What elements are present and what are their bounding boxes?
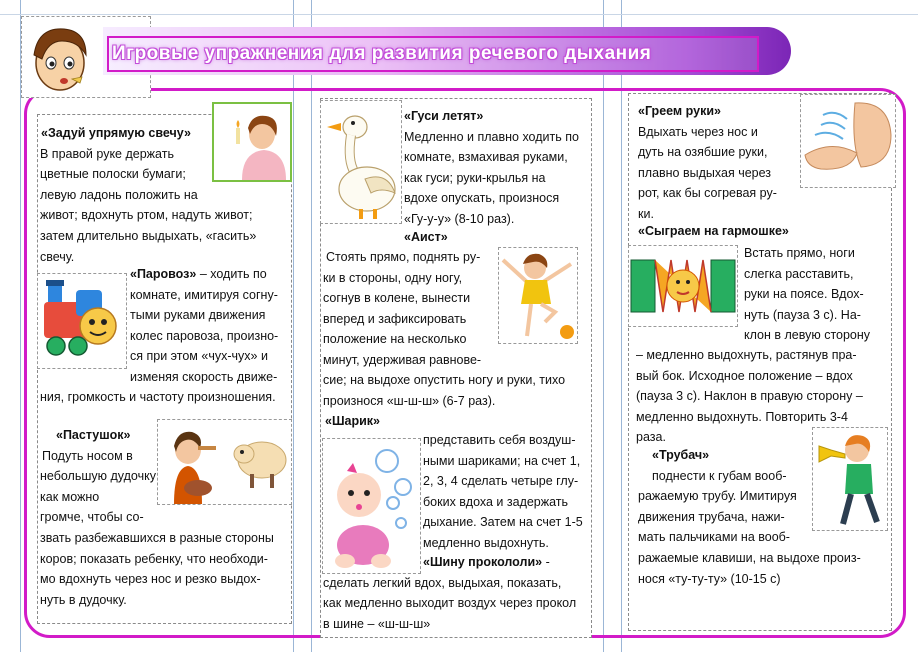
text-line: цветные полоски бумаги; <box>40 167 186 182</box>
text-line: (пауза 3 с). Наклон в правую сторону – <box>636 389 863 404</box>
text-line: движения трубача, нажи- <box>638 509 785 524</box>
text-line: мо вдохнуть через нос и резко выдох- <box>40 572 261 587</box>
text-line: положение на несколько <box>323 332 467 347</box>
exercise-heading: «Сыграем на гармошке» <box>638 224 789 238</box>
text-line: громче, чтобы со- <box>40 510 144 525</box>
guide-line <box>0 14 918 15</box>
train-illustration <box>37 273 127 369</box>
page-title: Игровые упражнения для развития речевого дыхания <box>112 43 652 64</box>
text-line: ния, громкость и частоту произношения. <box>40 390 276 404</box>
text-line: медленно выдохнуть. <box>423 535 549 550</box>
text-line: ся при этом «чух-чух» и <box>130 349 268 364</box>
text-line: в шине – «ш-ш-ш» <box>323 616 431 631</box>
text-line: дуть на озябшие руки, <box>638 145 768 160</box>
text-line: раза. <box>636 430 666 445</box>
text-line: клон в левую сторону <box>744 328 871 343</box>
text-line: Медленно и плавно ходить по <box>404 129 579 144</box>
text-line: минут, удерживая равнове- <box>323 352 482 367</box>
text-line: колес паровоза, произно- <box>130 328 279 343</box>
text-line: согнув в колене, вынести <box>323 291 471 306</box>
text-line: вый бок. Исходное положение – вдох <box>636 368 853 383</box>
exercise-accordion <box>744 243 884 346</box>
exercise-tire <box>323 552 593 634</box>
text-line: нуть (пауза 3 с). На- <box>744 307 861 322</box>
exercise-candle <box>40 123 290 267</box>
exercise-train-tail <box>40 387 290 408</box>
text-line: плавно выдыхая через <box>638 165 772 180</box>
exercise-stork-tail <box>323 370 593 411</box>
text-line: боких вдоха и задержать <box>423 494 569 509</box>
text-line: нося «ту-ту-ту» (10-15 с) <box>638 571 781 586</box>
exercise-shepherd <box>40 425 290 610</box>
exercise-heading: «Греем руки» <box>638 104 721 118</box>
exercise-heading: «Аист» <box>404 230 448 244</box>
exercise-heading: «Шарик» <box>325 414 380 428</box>
text-line: руки на поясе. Вдох- <box>744 287 864 302</box>
text-line: вперед и зафиксировать <box>323 311 467 326</box>
text-line: свечу. <box>40 249 75 264</box>
text-line: вдохе опускать, произнося <box>404 191 560 206</box>
text-line: небольшую дудочку <box>40 469 156 484</box>
text-line: – ходить по <box>199 267 267 281</box>
text-line: Стоять прямо, поднять ру- <box>326 250 481 264</box>
exercise-stork <box>323 247 496 371</box>
exercise-balloon <box>423 430 591 554</box>
text-line: изменяя скорость движе- <box>130 369 278 384</box>
text-line: рот, как бы согревая ру- <box>638 186 777 201</box>
girl-stork-pose-icon <box>499 248 577 343</box>
text-line: как можно <box>40 489 100 504</box>
text-line: нуть в дудочку. <box>40 592 127 607</box>
exercise-trumpeter <box>638 445 888 589</box>
text-line: как медленно выходит воздух через прокол <box>323 596 577 611</box>
exercise-heading: «Трубач» <box>652 448 710 462</box>
text-line: ки. <box>638 206 654 221</box>
text-line: Встать прямо, ноги <box>744 246 855 260</box>
boy-face-icon <box>24 19 96 95</box>
exercise-heading: «Шину прокололи» <box>423 555 543 569</box>
text-line: дыхание. Затем на счет 1-5 <box>423 515 583 530</box>
text-line: левую ладонь положить на <box>40 187 198 202</box>
stork-illustration <box>498 247 578 344</box>
goose-illustration <box>320 100 402 224</box>
text-line: Подуть носом в <box>42 448 133 463</box>
goose-icon <box>321 101 401 223</box>
text-line: звать разбежавшихся в разные стороны <box>40 530 274 545</box>
text-line: комнате, имитируя согну- <box>130 287 278 302</box>
exercise-stork-heading <box>404 227 590 248</box>
exercise-accordion-heading <box>638 221 888 242</box>
exercise-geese <box>404 106 590 230</box>
text-line: 2, 3, 4 сделать четыре глу- <box>423 474 579 489</box>
text-line: поднести к губам вооб- <box>652 468 787 483</box>
warm-hands-illustration <box>800 94 896 188</box>
exercise-train <box>130 264 290 388</box>
text-line: представить себя воздуш- <box>423 433 576 447</box>
text-line: комнате, взмахивая руками, <box>404 150 568 165</box>
text-line: - <box>545 555 550 569</box>
exercise-warm-hands <box>638 101 798 225</box>
text-line: слегка расставить, <box>744 266 854 281</box>
text-line: произнося «ш-ш-ш» (6-7 раз). <box>323 393 496 408</box>
accordion-icon <box>629 246 737 326</box>
text-line: ражаемую трубу. Имитируя <box>638 489 797 504</box>
exercise-heading: «Паровоз» <box>130 267 197 281</box>
exercise-heading: «Пастушок» <box>56 428 131 442</box>
text-line: затем длительно выдыхать, «гасить» <box>40 228 257 243</box>
text-line: Вдыхать через нос и <box>638 124 758 139</box>
blowing-hands-icon <box>801 95 895 187</box>
text-line: В правой руке держать <box>40 146 174 161</box>
exercise-balloon-heading <box>325 411 445 432</box>
text-line: – медленно выдохнуть, растянув пра- <box>636 348 857 362</box>
train-icon <box>38 274 126 368</box>
text-line: сделать легкий вдох, выдыхая, показать, <box>323 575 562 590</box>
text-line: ки в стороны, одну ногу, <box>323 270 463 285</box>
text-line: сие; на выдохе опустить ногу и руки, тихо <box>323 373 566 387</box>
text-line: как гуси; руки-крылья на <box>404 170 546 185</box>
text-line: «Гу-у-у» (8-10 раз). <box>404 211 515 226</box>
text-line: живот; вдохнуть ртом, надуть живот; <box>40 208 253 223</box>
text-line: ными шариками; на счет 1, <box>423 453 581 468</box>
text-line: медленно выдохнуть. Повторить 3-4 <box>636 409 848 424</box>
text-line: мать пальчиками на вооб- <box>638 530 790 545</box>
text-line: ражаемые клавиши, на выдохе произ- <box>638 550 861 565</box>
exercise-heading: «Гуси летят» <box>404 109 484 123</box>
exercise-heading: «Задуй упрямую свечу» <box>41 126 191 140</box>
accordion-illustration <box>628 245 738 327</box>
text-line: тыми руками движения <box>130 308 266 323</box>
text-line: коров; показать ребенку, что необходи- <box>40 551 268 566</box>
